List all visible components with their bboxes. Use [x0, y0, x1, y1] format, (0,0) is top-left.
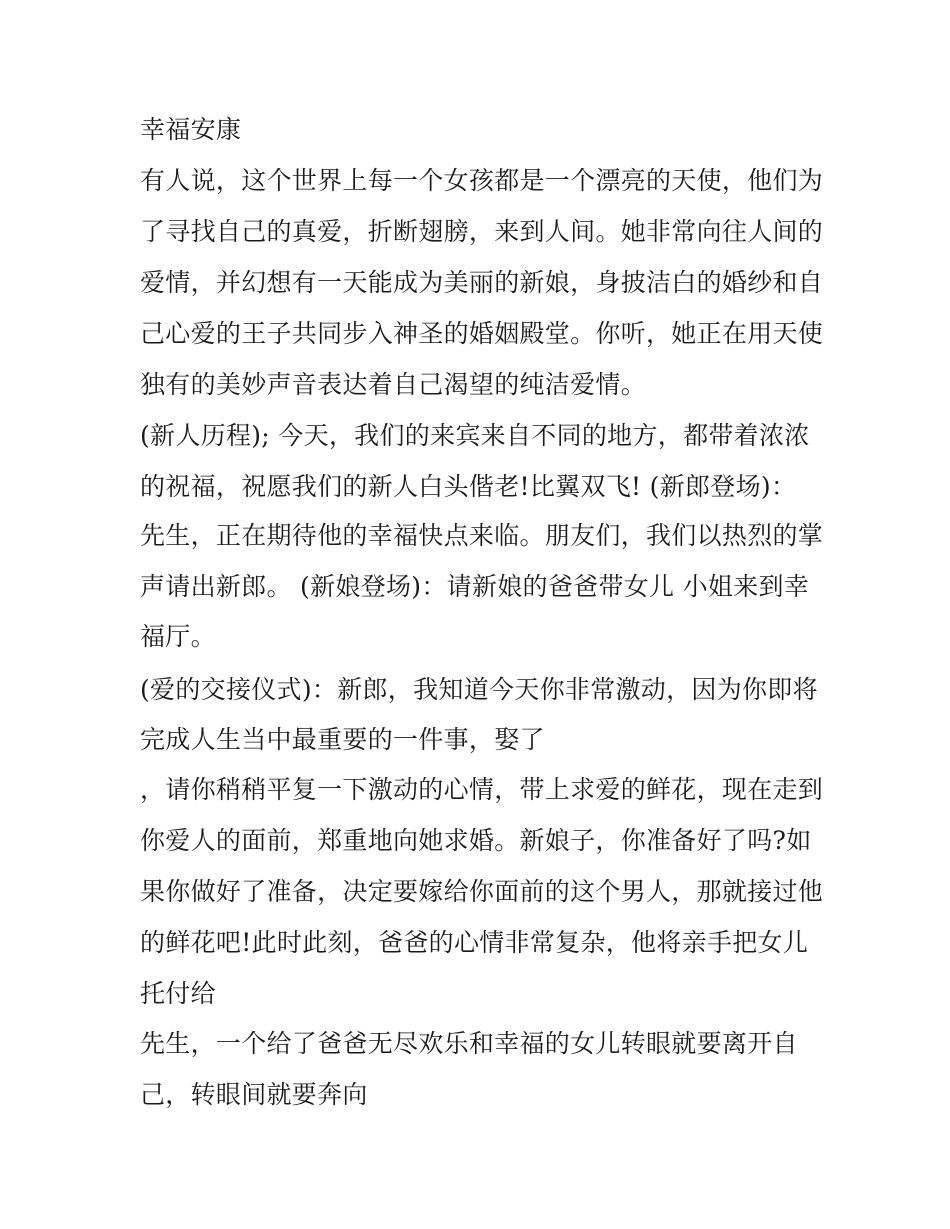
- text-line: 果你做好了准备，决定要嫁给你面前的这个男人，那就接过他: [140, 877, 824, 906]
- text-line: 爱情，并幻想有一天能成为美丽的新娘，身披洁白的婚纱和自: [140, 268, 824, 297]
- text-line: 声请出新郎。 (新娘登场)：请新娘的爸爸带女儿 小姐来到幸: [140, 572, 810, 601]
- text-line: 有人说，这个世界上每一个女孩都是一个漂亮的天使，他们为: [140, 166, 824, 195]
- text-line: 的祝福，祝愿我们的新人白头偕老!比翼双飞! (新郎登场)：: [140, 472, 797, 501]
- text-line: 了寻找自己的真爱，折断翅膀，来到人间。她非常向往人间的: [140, 217, 824, 246]
- text-line: 先生，一个给了爸爸无尽欢乐和幸福的女儿转眼就要离开自: [140, 1029, 798, 1058]
- text-line: 完成人生当中最重要的一件事，娶了: [140, 725, 545, 754]
- text-line: 托付给: [140, 979, 216, 1008]
- text-line: 己，转眼间就要奔向: [140, 1080, 368, 1109]
- text-line: 的鲜花吧!此时此刻，爸爸的心情非常复杂，他将亲手把女儿: [140, 928, 809, 957]
- document-title: 幸福安康: [140, 115, 242, 144]
- text-line: 独有的美妙声音表达着自己渴望的纯洁爱情。: [140, 370, 647, 399]
- text-line: 你爱人的面前，郑重地向她求婚。新娘子，你准备好了吗?如: [140, 826, 812, 855]
- text-line: 己心爱的王子共同步入神圣的婚姻殿堂。你听，她正在用天使: [140, 319, 824, 348]
- text-line: ，请你稍稍平复一下激动的心情，带上求爱的鲜花，现在走到: [140, 775, 824, 804]
- text-line: 福厅。: [140, 622, 216, 651]
- text-line: (新人历程); 今天，我们的来宾来自不同的地方，都带着浓浓: [140, 421, 810, 450]
- text-line: (爱的交接仪式)：新郎，我知道今天你非常激动，因为你即将: [140, 675, 818, 704]
- text-line: 先生，正在期待他的幸福快点来临。朋友们，我们以热烈的掌: [140, 521, 824, 550]
